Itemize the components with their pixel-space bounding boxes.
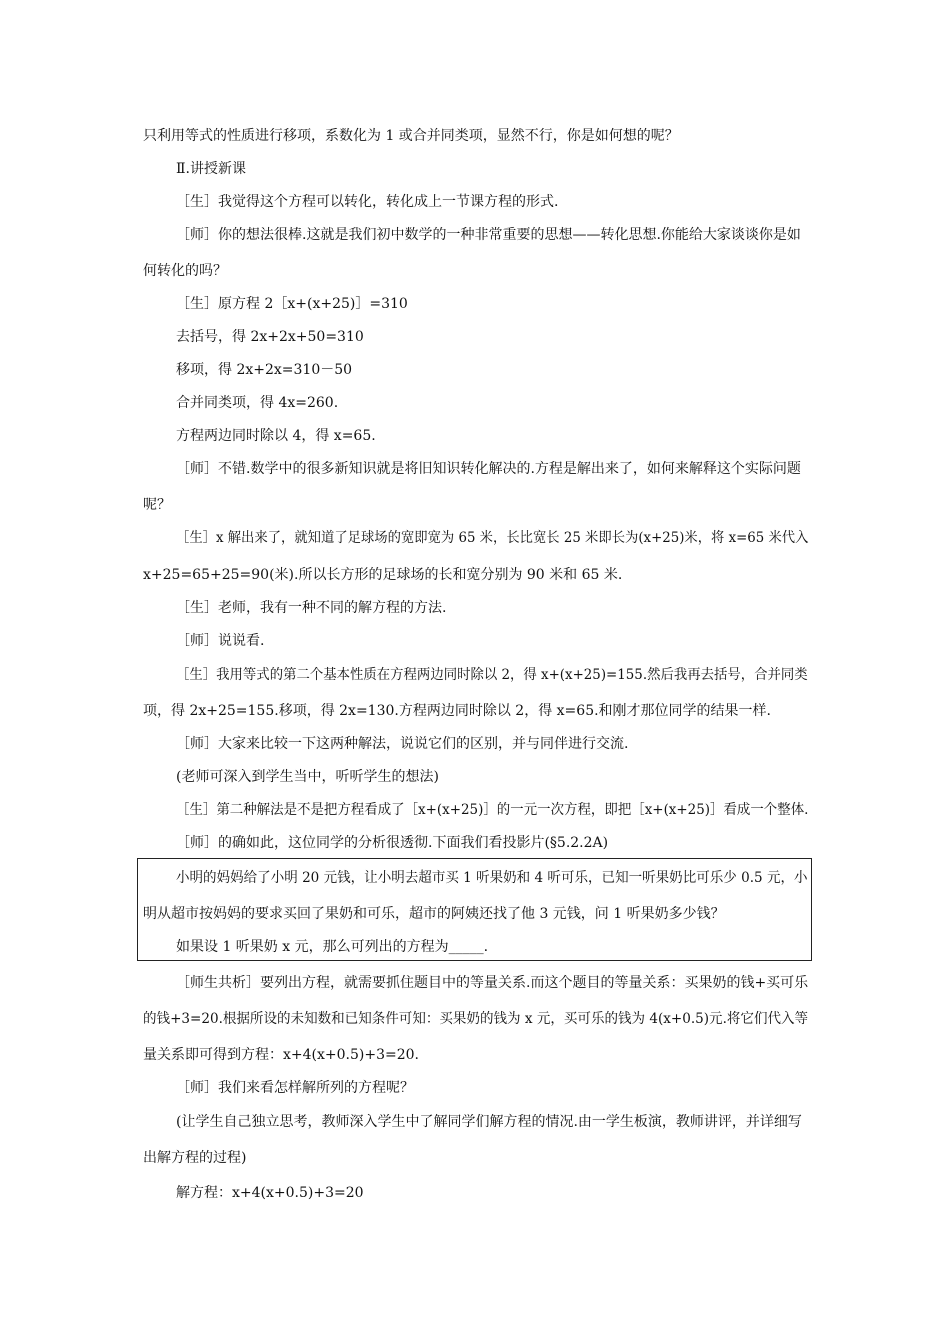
text-line: 移项，得 2x+2x=310－50 [176,362,353,378]
text-line: ［师］我们来看怎样解所列的方程呢？ [176,1080,414,1096]
problem-text-line: 小明的妈妈给了小明 20 元钱，让小明去超市买 1 听果奶和 4 听可乐，已知一听果奶比可乐少 0.5 元，小 [176,870,808,886]
text-line: ［生］我觉得这个方程可以转化，转化成上一节课方程的形式. [176,194,559,210]
text-line: 只利用等式的性质进行移项，系数化为 1 或合并同类项，显然不行，你是如何想的呢？ [143,128,679,144]
text-line: 合并同类项，得 4x=260. [176,395,339,411]
text-line: (老师可深入到学生当中，听听学生的想法) [176,769,439,785]
text-line: 量关系即可得到方程：x+4(x+0.5)+3=20. [143,1047,419,1063]
text-line: (让学生自己独立思考，教师深入学生中了解同学们解方程的情况.由一学生板演，教师讲评，并详细写 [176,1114,802,1130]
text-line: ［生］x 解出来了，就知道了足球场的宽即宽为 65 米，长比宽长 25 米即长为(x+25)米，将 x=65 米代入 [176,530,809,546]
text-line: ［生］原方程 2［x+(x+25)］=310 [176,296,408,312]
text-line: 出解方程的过程) [143,1150,247,1166]
text-line: 方程两边同时除以 4，得 x=65. [176,428,376,444]
text-line: ［师］的确如此，这位同学的分析很透彻.下面我们看投影片(§5.2.2A) [176,835,609,851]
equation-line: 解方程：x+4(x+0.5)+3=20 [176,1185,364,1201]
text-line: ［师］大家来比较一下这两种解法，说说它们的区别，并与同伴进行交流. [176,736,629,752]
text-line: ［师］说说看. [176,633,265,649]
text-line: ［生］老师，我有一种不同的解方程的方法. [176,600,447,616]
text-line: ［生］第二种解法是不是把方程看成了［x+(x+25)］的一元一次方程，即把［x+(x+25)］看成一个整体. [176,802,809,818]
text-line: 项，得 2x+25=155.移项，得 2x=130.方程两边同时除以 2，得 x=65.和刚才那位同学的结果一样. [143,703,772,719]
text-line: x+25=65+25=90(米).所以长方形的足球场的长和宽分别为 90 米和 65 米. [143,567,623,583]
text-line: ［师］你的想法很棒.这就是我们初中数学的一种非常重要的思想——转化思想.你能给大家谈谈你是如 [176,227,801,243]
text-line: 的钱+3=20.根据所设的未知数和已知条件可知：买果奶的钱为 x 元，买可乐的钱为 4(x+0.5)元.将它们代入等 [143,1011,809,1027]
text-line: 何转化的吗？ [143,263,227,279]
section-heading: Ⅱ.讲授新课 [176,161,246,177]
problem-text-line: 如果设 1 听果奶 x 元，那么可列出的方程为_____. [176,939,489,955]
text-line: ［师］不错.数学中的很多新知识就是将旧知识转化解决的.方程是解出来了，如何来解释这个实际问题 [176,461,801,477]
text-line: ［生］我用等式的第二个基本性质在方程两边同时除以 2，得 x+(x+25)=155.然后我再去括号，合并同类 [176,667,808,683]
text-line: 呢？ [143,497,171,513]
problem-text-line: 明从超市按妈妈的要求买回了果奶和可乐，超市的阿姨还找了他 3 元钱，问 1 听果奶多少钱？ [143,906,725,922]
text-line: ［师生共析］要列出方程，就需要抓住题目中的等量关系.而这个题目的等量关系：买果奶的钱+买可乐 [176,975,809,991]
text-line: 去括号，得 2x+2x+50=310 [176,329,364,345]
